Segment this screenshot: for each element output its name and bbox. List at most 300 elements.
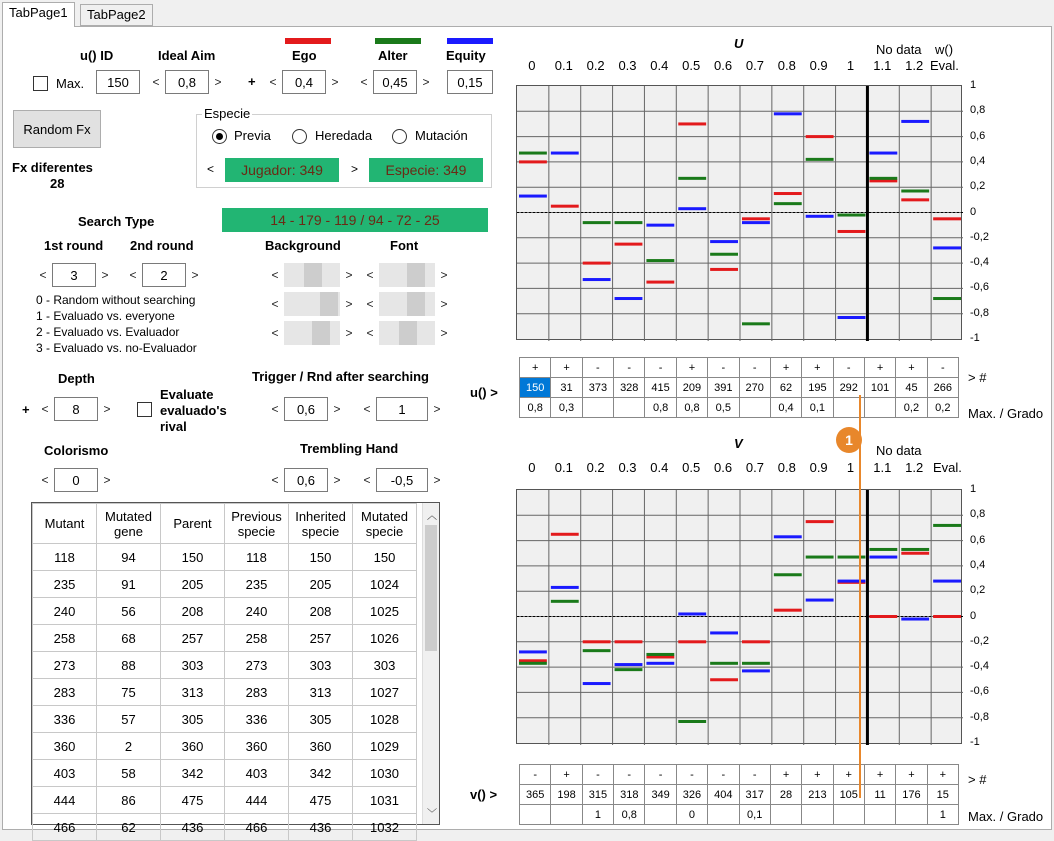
equity-line-mark bbox=[710, 631, 738, 634]
id-cell[interactable]: 266 bbox=[927, 378, 958, 398]
random-fx-button[interactable]: Random Fx bbox=[13, 110, 101, 148]
sign-cell[interactable]: - bbox=[833, 358, 864, 378]
sign-cell[interactable]: + bbox=[551, 358, 582, 378]
sign-cell[interactable]: - bbox=[676, 765, 707, 785]
table-cell[interactable]: 1027 bbox=[353, 679, 417, 706]
table-row[interactable] bbox=[33, 625, 417, 652]
sign-cell[interactable]: + bbox=[896, 358, 927, 378]
table-cell[interactable]: 360 bbox=[33, 733, 97, 760]
table-cell[interactable]: 1028 bbox=[353, 706, 417, 733]
max-cell[interactable]: 0,8 bbox=[520, 398, 551, 418]
max-cell[interactable] bbox=[864, 805, 895, 825]
chevron-right-icon[interactable]: > bbox=[191, 268, 199, 282]
trembling-spinner-2 bbox=[358, 467, 446, 493]
sign-cell[interactable]: - bbox=[645, 358, 676, 378]
table-cell[interactable]: 205 bbox=[289, 571, 353, 598]
tab-page-1[interactable]: TabPage1 bbox=[2, 2, 75, 27]
background-slider-2[interactable] bbox=[266, 292, 358, 316]
id-cell[interactable]: 31 bbox=[551, 378, 582, 398]
id-cell[interactable]: 195 bbox=[802, 378, 833, 398]
alter-swatch bbox=[375, 38, 421, 44]
chevron-left-icon[interactable]: < bbox=[269, 75, 277, 89]
chevron-right-icon[interactable]: > bbox=[333, 473, 341, 487]
values-row bbox=[520, 785, 959, 805]
column-label: 1.2 bbox=[905, 58, 924, 73]
table-cell[interactable]: 342 bbox=[161, 760, 225, 787]
id-cell[interactable]: 198 bbox=[551, 785, 582, 805]
id-cell[interactable]: 45 bbox=[896, 378, 927, 398]
search-option-3: 3 - Evaluado vs. no-Evaluador bbox=[36, 341, 197, 355]
max-cell[interactable] bbox=[770, 805, 801, 825]
sign-cell[interactable]: + bbox=[864, 358, 895, 378]
table-cell[interactable]: 403 bbox=[33, 760, 97, 787]
equity-input[interactable]: 0,15 bbox=[447, 70, 493, 94]
table-cell[interactable]: 475 bbox=[161, 787, 225, 814]
table-cell[interactable]: 240 bbox=[225, 598, 289, 625]
id-cell[interactable]: 176 bbox=[896, 785, 927, 805]
alter-input[interactable]: 0,45 bbox=[373, 70, 417, 94]
table-cell[interactable]: 313 bbox=[161, 679, 225, 706]
max-label: Max. bbox=[56, 76, 85, 91]
sign-cell[interactable]: - bbox=[739, 765, 770, 785]
table-cell[interactable]: 75 bbox=[97, 679, 161, 706]
sign-cell[interactable]: - bbox=[520, 765, 551, 785]
y-tick-label: -0,4 bbox=[970, 660, 989, 673]
fx-diferentes-value: 28 bbox=[50, 176, 65, 191]
evaluate-rival-checkbox[interactable] bbox=[137, 402, 152, 417]
table-cell[interactable]: 240 bbox=[33, 598, 97, 625]
annotation-arrow bbox=[859, 395, 861, 798]
ego-line-mark bbox=[742, 640, 770, 643]
max-cell[interactable]: 1 bbox=[582, 805, 613, 825]
max-cell[interactable] bbox=[802, 805, 833, 825]
column-header[interactable]: Parent bbox=[161, 504, 225, 544]
table-row[interactable] bbox=[33, 544, 417, 571]
sign-cell[interactable]: + bbox=[551, 765, 582, 785]
y-tick-label: 0,6 bbox=[970, 533, 986, 546]
table-cell[interactable]: 303 bbox=[289, 652, 353, 679]
v-title: V bbox=[734, 436, 743, 451]
table-cell[interactable]: 444 bbox=[33, 787, 97, 814]
table-row[interactable] bbox=[33, 571, 417, 598]
id-cell[interactable]: 365 bbox=[520, 785, 551, 805]
table-cell[interactable]: 273 bbox=[225, 652, 289, 679]
table-cell[interactable]: 444 bbox=[225, 787, 289, 814]
chevron-left-icon[interactable]: < bbox=[39, 268, 47, 282]
id-cell[interactable]: 328 bbox=[614, 378, 645, 398]
first-round-input[interactable]: 3 bbox=[52, 263, 96, 287]
sign-cell[interactable]: + bbox=[802, 765, 833, 785]
table-cell[interactable]: 86 bbox=[97, 787, 161, 814]
chevron-left-icon[interactable]: < bbox=[271, 402, 279, 416]
chevron-right-icon[interactable]: > bbox=[345, 326, 353, 340]
max-cell[interactable]: 0,8 bbox=[614, 805, 645, 825]
alter-line-mark bbox=[901, 189, 929, 192]
equity-line-mark bbox=[901, 618, 929, 621]
u-values-table bbox=[519, 357, 959, 418]
font-slider-1[interactable] bbox=[361, 263, 453, 287]
table-cell[interactable]: 303 bbox=[353, 652, 417, 679]
max-cell[interactable]: 0,1 bbox=[802, 398, 833, 418]
table-cell[interactable]: 150 bbox=[161, 544, 225, 571]
sign-cell[interactable]: + bbox=[676, 358, 707, 378]
equity-line-mark bbox=[806, 599, 834, 602]
chevron-left-icon[interactable]: < bbox=[41, 473, 49, 487]
table-cell[interactable]: 58 bbox=[97, 760, 161, 787]
table-cell[interactable]: 2 bbox=[97, 733, 161, 760]
y-tick-label: 1 bbox=[970, 79, 977, 91]
sign-cell[interactable]: + bbox=[520, 358, 551, 378]
font-slider-2[interactable] bbox=[361, 292, 453, 316]
table-cell[interactable]: 257 bbox=[161, 625, 225, 652]
max-cell[interactable] bbox=[645, 805, 676, 825]
column-label: 0.2 bbox=[586, 58, 605, 73]
max-cell[interactable] bbox=[551, 805, 582, 825]
ego-line-mark bbox=[838, 230, 866, 233]
depth-input[interactable]: 8 bbox=[54, 397, 98, 421]
id-cell[interactable]: 317 bbox=[739, 785, 770, 805]
y-tick-label: 0 bbox=[970, 205, 977, 218]
table-row[interactable] bbox=[33, 787, 417, 814]
chevron-right-icon[interactable]: > bbox=[101, 268, 109, 282]
radio-heredada[interactable] bbox=[292, 129, 307, 144]
scrollbar-thumb[interactable] bbox=[425, 525, 437, 651]
table-row[interactable] bbox=[33, 598, 417, 625]
values-row bbox=[520, 805, 959, 825]
table-cell[interactable]: 1025 bbox=[353, 598, 417, 625]
y-tick-label: 0,4 bbox=[970, 154, 986, 167]
chevron-right-icon[interactable]: > bbox=[345, 268, 353, 282]
sign-cell[interactable]: + bbox=[927, 765, 958, 785]
chevron-up-icon[interactable]: ︿ bbox=[427, 511, 437, 522]
chevron-left-icon[interactable]: < bbox=[271, 473, 279, 487]
chevron-right-icon[interactable]: > bbox=[433, 402, 441, 416]
table-cell[interactable]: 360 bbox=[225, 733, 289, 760]
radio-previa[interactable] bbox=[212, 129, 227, 144]
table-cell[interactable]: 283 bbox=[33, 679, 97, 706]
table-cell[interactable]: 313 bbox=[289, 679, 353, 706]
chevron-right-icon[interactable]: > bbox=[433, 473, 441, 487]
ego-line-mark bbox=[583, 640, 611, 643]
chevron-left-icon[interactable]: < bbox=[366, 268, 374, 282]
column-header[interactable]: Previous specie bbox=[225, 504, 289, 544]
table-row[interactable] bbox=[33, 814, 417, 841]
table-cell[interactable]: 208 bbox=[289, 598, 353, 625]
equity-line-mark bbox=[838, 316, 866, 319]
table-cell[interactable]: 283 bbox=[225, 679, 289, 706]
trigger-spinner-2 bbox=[358, 396, 446, 422]
table-cell[interactable]: 360 bbox=[289, 733, 353, 760]
column-header[interactable]: Mutated gene bbox=[97, 504, 161, 544]
ego-line-mark bbox=[551, 533, 579, 536]
chevron-right-icon[interactable]: > bbox=[345, 297, 353, 311]
id-cell[interactable]: 315 bbox=[582, 785, 613, 805]
ideal-aim-input[interactable]: 0,8 bbox=[165, 70, 209, 94]
trembling-input-2[interactable]: -0,5 bbox=[376, 468, 428, 492]
chevron-left-icon[interactable]: < bbox=[271, 326, 279, 340]
mutation-table[interactable] bbox=[31, 502, 440, 835]
second-round-input[interactable]: 2 bbox=[142, 263, 186, 287]
sign-cell[interactable]: - bbox=[582, 765, 613, 785]
max-cell[interactable] bbox=[614, 398, 645, 418]
colorismo-label: Colorismo bbox=[44, 443, 109, 458]
id-cell[interactable]: 150 bbox=[520, 378, 551, 398]
sign-cell[interactable]: - bbox=[739, 358, 770, 378]
equity-line-mark bbox=[519, 195, 547, 198]
id-cell[interactable]: 326 bbox=[676, 785, 707, 805]
ego-line-mark bbox=[519, 160, 547, 163]
sign-cell[interactable]: + bbox=[896, 765, 927, 785]
alter-line-mark bbox=[742, 662, 770, 665]
table-cell[interactable]: 208 bbox=[161, 598, 225, 625]
max-cell[interactable]: 0,1 bbox=[739, 805, 770, 825]
u-grid[interactable] bbox=[516, 85, 962, 340]
table-cell[interactable]: 68 bbox=[97, 625, 161, 652]
ego-line-mark bbox=[806, 520, 834, 523]
chevron-left-icon[interactable]: < bbox=[366, 297, 374, 311]
table-cell[interactable]: 91 bbox=[97, 571, 161, 598]
chevron-left-icon[interactable]: < bbox=[152, 75, 160, 89]
max-cell[interactable] bbox=[708, 805, 739, 825]
chevron-left-icon[interactable]: < bbox=[366, 326, 374, 340]
id-cell[interactable]: 28 bbox=[770, 785, 801, 805]
sign-cell[interactable]: - bbox=[708, 358, 739, 378]
trigger-input-1[interactable]: 0,6 bbox=[284, 397, 328, 421]
alter-line-mark bbox=[742, 322, 770, 325]
chevron-right-icon[interactable]: > bbox=[333, 402, 341, 416]
table-cell[interactable]: 235 bbox=[225, 571, 289, 598]
radio-mutacion[interactable] bbox=[392, 129, 407, 144]
id-cell[interactable]: 318 bbox=[614, 785, 645, 805]
equity-label: Equity bbox=[446, 48, 486, 63]
max-cell[interactable]: 0,2 bbox=[896, 398, 927, 418]
table-cell[interactable]: 336 bbox=[33, 706, 97, 733]
column-header[interactable]: Mutated specie bbox=[353, 504, 417, 544]
table-cell[interactable]: 118 bbox=[225, 544, 289, 571]
chevron-right-icon[interactable]: > bbox=[422, 75, 430, 89]
chevron-left-icon[interactable]: < bbox=[41, 402, 49, 416]
alter-line-mark bbox=[774, 573, 802, 576]
sign-cell[interactable]: - bbox=[582, 358, 613, 378]
font-slider-3[interactable] bbox=[361, 321, 453, 345]
mutation-table-grid bbox=[32, 503, 417, 841]
ego-line-mark bbox=[806, 135, 834, 138]
id-cell[interactable]: 11 bbox=[864, 785, 895, 805]
id-cell[interactable]: 292 bbox=[833, 378, 864, 398]
y-tick-label: -0,2 bbox=[970, 230, 989, 243]
tab-strip bbox=[0, 0, 1054, 26]
ego-line-mark bbox=[901, 198, 929, 201]
max-cell[interactable]: 0,3 bbox=[551, 398, 582, 418]
table-cell[interactable]: 150 bbox=[353, 544, 417, 571]
chevron-left-icon[interactable]: < bbox=[360, 75, 368, 89]
id-cell[interactable]: 415 bbox=[645, 378, 676, 398]
table-cell[interactable]: 62 bbox=[97, 814, 161, 841]
ego-line-mark bbox=[646, 281, 674, 284]
table-cell[interactable]: 1032 bbox=[353, 814, 417, 841]
sign-cell[interactable]: + bbox=[833, 765, 864, 785]
table-cell[interactable]: 1029 bbox=[353, 733, 417, 760]
column-header[interactable]: Mutant bbox=[33, 504, 97, 544]
id-cell[interactable]: 213 bbox=[802, 785, 833, 805]
id-cell[interactable]: 391 bbox=[708, 378, 739, 398]
max-cell[interactable] bbox=[833, 805, 864, 825]
id-cell[interactable]: 62 bbox=[770, 378, 801, 398]
id-cell[interactable]: 404 bbox=[708, 785, 739, 805]
chevron-left-icon[interactable]: < bbox=[129, 268, 137, 282]
id-cell[interactable]: 209 bbox=[676, 378, 707, 398]
sign-cell[interactable]: - bbox=[645, 765, 676, 785]
table-cell[interactable]: 56 bbox=[97, 598, 161, 625]
table-row[interactable] bbox=[33, 733, 417, 760]
y-tick-label: 0,2 bbox=[970, 180, 986, 193]
background-slider-1[interactable] bbox=[266, 263, 358, 287]
ego-input[interactable]: 0,4 bbox=[282, 70, 326, 94]
table-cell[interactable]: 436 bbox=[161, 814, 225, 841]
max-cell[interactable]: 0,2 bbox=[927, 398, 958, 418]
column-label: 0.5 bbox=[682, 58, 701, 73]
table-cell[interactable]: 1024 bbox=[353, 571, 417, 598]
v-values-table bbox=[519, 764, 959, 825]
table-cell[interactable]: 360 bbox=[161, 733, 225, 760]
table-cell[interactable]: 342 bbox=[289, 760, 353, 787]
ego-line-mark bbox=[615, 640, 643, 643]
ego-line-mark bbox=[678, 640, 706, 643]
tab-page-2[interactable]: TabPage2 bbox=[80, 4, 153, 26]
max-checkbox[interactable] bbox=[33, 76, 48, 91]
sign-cell[interactable]: + bbox=[864, 765, 895, 785]
table-row[interactable] bbox=[33, 760, 417, 787]
table-cell[interactable]: 150 bbox=[289, 544, 353, 571]
sign-cell[interactable]: - bbox=[927, 358, 958, 378]
id-cell[interactable]: 373 bbox=[582, 378, 613, 398]
table-cell[interactable]: 403 bbox=[225, 760, 289, 787]
table-cell[interactable]: 466 bbox=[225, 814, 289, 841]
column-label: 0.7 bbox=[745, 58, 764, 73]
chevron-right-icon[interactable]: > bbox=[440, 326, 448, 340]
table-cell[interactable]: 1031 bbox=[353, 787, 417, 814]
sign-cell[interactable]: - bbox=[708, 765, 739, 785]
background-slider-3[interactable] bbox=[266, 321, 358, 345]
table-cell[interactable]: 1030 bbox=[353, 760, 417, 787]
sign-cell[interactable]: + bbox=[770, 358, 801, 378]
chevron-right-icon[interactable]: > bbox=[103, 402, 111, 416]
table-cell[interactable]: 305 bbox=[161, 706, 225, 733]
column-label: 0.1 bbox=[554, 58, 573, 73]
max-cell[interactable]: 0,8 bbox=[676, 398, 707, 418]
id-cell[interactable]: 270 bbox=[739, 378, 770, 398]
id-cell[interactable]: 349 bbox=[645, 785, 676, 805]
table-cell[interactable]: 305 bbox=[289, 706, 353, 733]
table-cell[interactable]: 258 bbox=[33, 625, 97, 652]
chevron-right-icon[interactable]: > bbox=[440, 268, 448, 282]
table-row[interactable] bbox=[33, 652, 417, 679]
ego-line-mark bbox=[710, 268, 738, 271]
uid-input[interactable]: 150 bbox=[96, 70, 140, 94]
sign-cell[interactable]: - bbox=[614, 765, 645, 785]
table-cell[interactable]: 303 bbox=[161, 652, 225, 679]
max-cell[interactable]: 0,8 bbox=[645, 398, 676, 418]
alter-line-mark bbox=[519, 662, 547, 665]
max-cell[interactable]: 0 bbox=[676, 805, 707, 825]
max-cell[interactable] bbox=[739, 398, 770, 418]
trigger-label: Trigger / Rnd after searching bbox=[252, 369, 429, 384]
table-cell[interactable]: 118 bbox=[33, 544, 97, 571]
chevron-right-icon[interactable]: > bbox=[331, 75, 339, 89]
table-row[interactable] bbox=[33, 679, 417, 706]
table-cell[interactable]: 257 bbox=[289, 625, 353, 652]
id-cell[interactable]: 15 bbox=[927, 785, 958, 805]
depth-plus: + bbox=[22, 402, 30, 417]
sign-cell[interactable]: + bbox=[802, 358, 833, 378]
y-tick-label: -0,6 bbox=[970, 685, 989, 698]
chevron-right-icon[interactable]: > bbox=[440, 297, 448, 311]
table-cell[interactable]: 57 bbox=[97, 706, 161, 733]
chevron-down-icon[interactable]: ﹀ bbox=[427, 809, 437, 820]
table-cell[interactable]: 94 bbox=[97, 544, 161, 571]
alter-label: Alter bbox=[378, 48, 408, 63]
max-cell[interactable] bbox=[582, 398, 613, 418]
chevron-left-icon[interactable]: < bbox=[363, 473, 371, 487]
max-cell[interactable]: 1 bbox=[927, 805, 958, 825]
chevron-left-icon[interactable]: < bbox=[207, 162, 215, 176]
table-cell[interactable]: 88 bbox=[97, 652, 161, 679]
search-summary: 14 - 179 - 119 / 94 - 72 - 25 bbox=[222, 208, 488, 232]
equity-line-mark bbox=[519, 650, 547, 653]
max-cell[interactable] bbox=[520, 805, 551, 825]
table-cell[interactable]: 205 bbox=[161, 571, 225, 598]
column-label: 1.2 bbox=[905, 460, 924, 475]
chevron-right-icon[interactable]: > bbox=[103, 473, 111, 487]
colorismo-input[interactable]: 0 bbox=[54, 468, 98, 492]
equity-line-mark bbox=[551, 152, 579, 155]
chevron-left-icon[interactable]: < bbox=[271, 268, 279, 282]
sign-cell[interactable]: + bbox=[770, 765, 801, 785]
chevron-left-icon[interactable]: < bbox=[363, 402, 371, 416]
depth-spinner bbox=[36, 396, 116, 422]
table-cell[interactable]: 466 bbox=[33, 814, 97, 841]
table-scrollbar[interactable] bbox=[422, 503, 439, 824]
sign-cell[interactable]: - bbox=[614, 358, 645, 378]
max-cell[interactable] bbox=[864, 398, 895, 418]
table-cell[interactable]: 235 bbox=[33, 571, 97, 598]
v-grid[interactable] bbox=[516, 489, 962, 744]
trembling-input-1[interactable]: 0,6 bbox=[284, 468, 328, 492]
chevron-left-icon[interactable]: < bbox=[271, 297, 279, 311]
alter-line-mark bbox=[710, 253, 738, 256]
table-row[interactable] bbox=[33, 706, 417, 733]
table-cell[interactable]: 1026 bbox=[353, 625, 417, 652]
max-cell[interactable]: 0,4 bbox=[770, 398, 801, 418]
table-cell[interactable]: 273 bbox=[33, 652, 97, 679]
v-sign-label: > # bbox=[968, 772, 987, 787]
max-cell[interactable]: 0,5 bbox=[708, 398, 739, 418]
equity-line-mark bbox=[838, 580, 866, 583]
table-cell[interactable]: 475 bbox=[289, 787, 353, 814]
max-cell[interactable] bbox=[896, 805, 927, 825]
trigger-input-2[interactable]: 1 bbox=[376, 397, 428, 421]
font-label: Font bbox=[390, 238, 419, 253]
id-cell[interactable]: 105 bbox=[833, 785, 864, 805]
table-cell[interactable]: 258 bbox=[225, 625, 289, 652]
id-cell[interactable]: 101 bbox=[864, 378, 895, 398]
table-cell[interactable]: 436 bbox=[289, 814, 353, 841]
chevron-right-icon[interactable]: > bbox=[351, 162, 359, 176]
table-cell[interactable]: 336 bbox=[225, 706, 289, 733]
ego-label: Ego bbox=[292, 48, 317, 63]
chevron-right-icon[interactable]: > bbox=[214, 75, 222, 89]
column-header[interactable]: Inherited specie bbox=[289, 504, 353, 544]
